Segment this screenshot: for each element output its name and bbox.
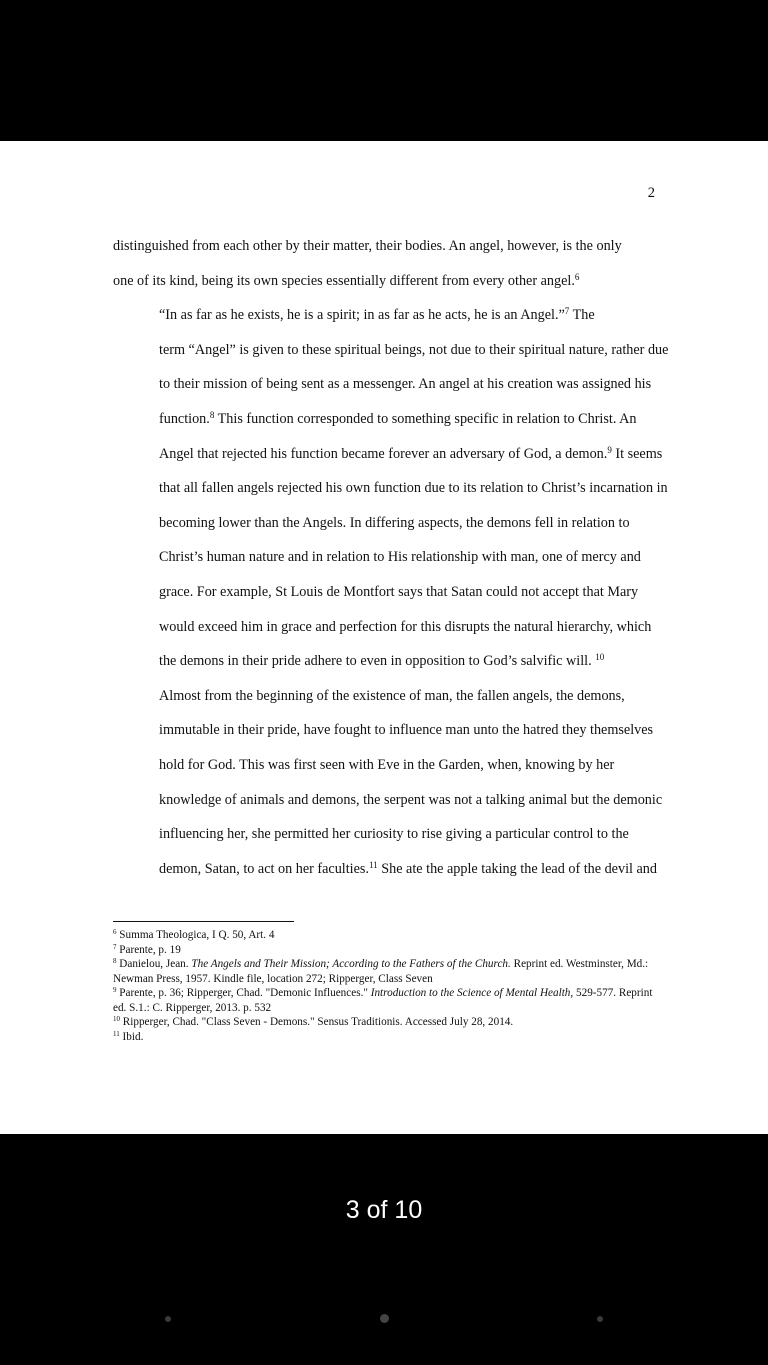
text-line xyxy=(113,540,658,575)
text-line xyxy=(113,644,658,679)
footnote-text: Parente, p. 36; Ripperger, Chad. "Demonic Influences." xyxy=(119,987,371,999)
footnote xyxy=(113,1030,658,1045)
text-line xyxy=(113,817,658,852)
text-segment: Almost from the beginning of the existence of man, the fallen angels, the demons, xyxy=(159,687,625,704)
text-segment: “In as far as he exists, he is a spirit; in as far as he acts, he is an Angel.” xyxy=(159,307,565,324)
text-segment: The xyxy=(569,307,595,324)
text-segment: It seems xyxy=(611,445,663,462)
text-segment: to their mission of being sent as a messenger. An angel at his creation was assigned his xyxy=(159,376,652,393)
page-indicator: 3 of 10 xyxy=(345,1196,423,1224)
footnote-mark: 7 xyxy=(113,942,117,951)
text-segment: Angel that rejected his function became forever an adversary of God, a demon. xyxy=(159,445,608,462)
footnote xyxy=(113,1015,658,1030)
text-segment: immutable in their pride, have fought to influence man unto the hatred they themselves xyxy=(159,722,654,739)
text-segment: influencing her, she permitted her curiosity to rise giving a particular control to the xyxy=(159,826,629,843)
footnote-text: Parente, p. 19 xyxy=(119,943,181,956)
text-line xyxy=(113,437,663,472)
footnote-ref[interactable]: 11 xyxy=(369,859,378,870)
footnote-text: Reprint ed. Westminster, Md.: Newman Press, 1957. Kindle file, location 272; Ripperger, Class Seven xyxy=(113,958,649,985)
body-text xyxy=(113,229,669,886)
footnote xyxy=(113,928,658,943)
document-page[interactable] xyxy=(0,141,768,1134)
footnote-title: Introduction to the Science of Mental Health xyxy=(370,987,571,999)
footnote-ref[interactable]: 6 xyxy=(574,271,580,282)
footnote-ref[interactable]: 7 xyxy=(564,306,570,317)
footnote-title: The Angels and Their Mission; According to the Fathers of the Church. xyxy=(191,958,511,970)
footnote-mark: 9 xyxy=(113,986,117,994)
text-line xyxy=(113,367,658,402)
text-line xyxy=(113,610,658,645)
footnote-ref[interactable]: 8 xyxy=(209,409,215,420)
text-line xyxy=(113,402,658,437)
footnote-divider xyxy=(113,921,294,922)
text-line xyxy=(113,713,658,748)
paragraph xyxy=(113,229,658,298)
recents-nav-dot-icon[interactable] xyxy=(597,1316,603,1322)
back-nav-dot-icon[interactable] xyxy=(165,1316,171,1322)
text-line xyxy=(113,748,658,783)
footnote-text: Ripperger, Chad. "Class Seven - Demons." Sensus Traditionis. Accessed July 28, 2014. xyxy=(122,1016,514,1028)
paragraph xyxy=(113,679,663,887)
text-segment: would exceed him in grace and perfection for this disrupts the natural hierarchy, which xyxy=(159,618,652,635)
footnotes xyxy=(113,928,658,1044)
text-segment: grace. For example, St Louis de Montfort says that Satan could not accept that Mary xyxy=(159,583,639,600)
text-line xyxy=(113,679,658,714)
text-segment: This function corresponded to something specific in relation to Christ. An xyxy=(214,410,637,427)
footnote-text: Danielou, Jean. xyxy=(119,958,192,970)
page-number: 2 xyxy=(647,185,655,201)
footnote-text: Summa Theologica, I Q. 50, Art. 4 xyxy=(119,929,275,941)
footnote-mark: 10 xyxy=(113,1015,120,1023)
text-segment: distinguished from each other by their matter, their bodies. An angel, however, is the only xyxy=(113,238,622,254)
home-nav-dot-icon[interactable] xyxy=(380,1314,389,1323)
bottom-bar xyxy=(0,1134,768,1365)
text-line xyxy=(113,298,658,333)
footnote-text: Ibid. xyxy=(122,1030,144,1043)
text-line xyxy=(113,506,658,541)
footnote-mark: 8 xyxy=(113,957,117,965)
text-segment: Christ’s human nature and in relation to His relationship with man, one of mercy and xyxy=(159,549,641,566)
footnote-ref[interactable]: 10 xyxy=(595,652,605,663)
footnote-ref[interactable]: 9 xyxy=(607,444,612,455)
text-segment: function. xyxy=(159,410,210,427)
text-segment: term “Angel” is given to these spiritual beings, not due to their spiritual nature, rather due xyxy=(159,341,669,358)
paragraph xyxy=(113,298,669,679)
footnote-mark: 11 xyxy=(113,1029,120,1038)
text-line xyxy=(113,783,663,818)
text-line xyxy=(113,333,669,368)
footnote xyxy=(113,943,658,958)
text-segment: becoming lower than the Angels. In differing aspects, the demons fell in relation to xyxy=(159,514,630,531)
text-line xyxy=(113,264,658,299)
text-segment: that all fallen angels rejected his own function due to its relation to Christ’s incarnation in xyxy=(159,480,668,497)
text-segment: one of its kind, being its own species essentially different from every other angel. xyxy=(113,272,575,289)
text-segment: hold for God. This was first seen with Eve in the Garden, when, knowing by her xyxy=(159,756,615,773)
footnote xyxy=(113,957,658,986)
footnote-mark: 6 xyxy=(113,928,117,936)
text-line xyxy=(113,229,658,264)
top-bar xyxy=(0,0,768,141)
footnote-text: , 529-577. Reprint ed. S.1.: C. Ripperger, 2013. p. 532 xyxy=(113,987,653,1014)
text-line xyxy=(113,575,658,610)
text-line xyxy=(113,852,658,887)
text-segment: the demons in their pride adhere to even in opposition to God’s salvific will. xyxy=(159,653,596,670)
text-line xyxy=(113,471,668,506)
text-segment: She ate the apple taking the lead of the devil and xyxy=(377,860,657,877)
text-segment: knowledge of animals and demons, the serpent was not a talking animal but the demonic xyxy=(159,791,663,808)
footnote xyxy=(113,986,658,1015)
text-segment: demon, Satan, to act on her faculties. xyxy=(159,860,369,877)
